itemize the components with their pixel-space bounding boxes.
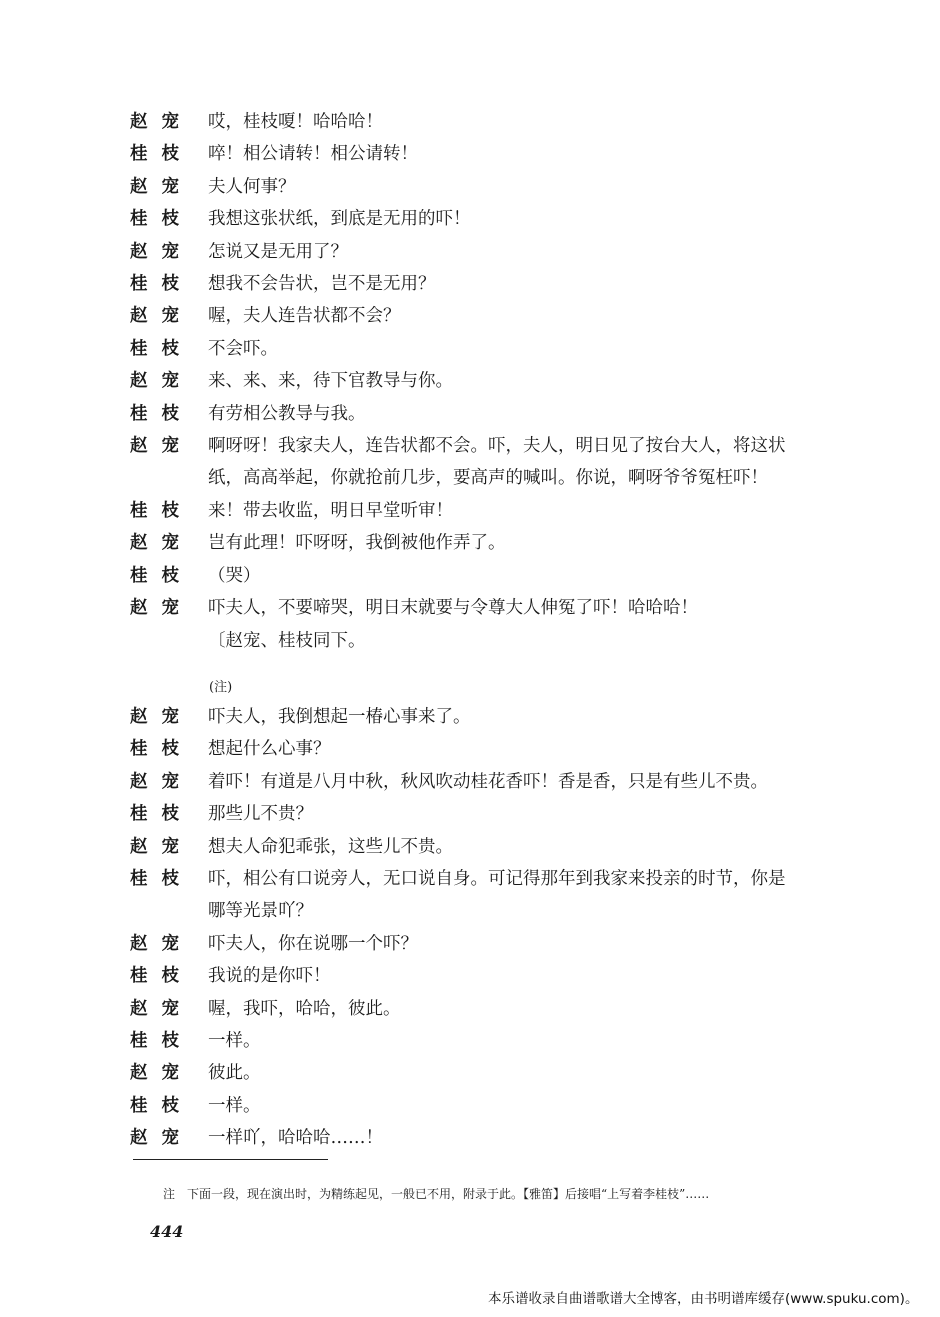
dialogue-line (130, 831, 850, 863)
speaker-name: 桂枝 (130, 500, 193, 521)
dialogue-line (130, 527, 850, 559)
speaker-name: 桂枝 (130, 209, 193, 230)
speaker-name: 赵宠 (130, 176, 193, 197)
dialogue-line (130, 430, 850, 462)
speaker-name: 赵宠 (130, 1128, 193, 1149)
dialogue-text: 想夫人命犯乖张，这些儿不贵。 (208, 836, 453, 857)
speaker-name: 赵宠 (130, 436, 193, 457)
dialogue-text: 岂有此理！吓呀呀，我倒被他作弄了。 (208, 533, 506, 554)
dialogue-line (130, 798, 850, 830)
speaker-name: 赵宠 (130, 598, 193, 619)
dialogue-block-2 (130, 701, 850, 1155)
dialogue-text: 喔，我吓，哈哈，彼此。 (208, 998, 401, 1019)
speaker-name: 桂枝 (130, 966, 193, 987)
speaker-name: 桂枝 (130, 1031, 193, 1052)
dialogue-line (130, 203, 850, 235)
dialogue-line (130, 462, 850, 494)
note-marker: (注) (209, 680, 233, 695)
dialogue-line (130, 928, 850, 960)
dialogue-text: 夫人何事？ (208, 176, 296, 197)
dialogue-line (130, 863, 850, 895)
dialogue-text: 不会吓。 (208, 338, 278, 359)
dialogue-text: 我想这张状纸，到底是无用的吓！ (208, 209, 471, 230)
speaker-name: 桂枝 (130, 739, 193, 760)
dialogue-text: 彼此。 (208, 1063, 261, 1084)
speaker-name: 桂枝 (130, 869, 193, 890)
dialogue-text: 喔，夫人连告状都不会？ (208, 306, 401, 327)
dialogue-line (130, 993, 850, 1025)
dialogue-line (130, 398, 850, 430)
speaker-name: 桂枝 (130, 338, 193, 359)
dialogue-text: 吓夫人，你在说哪一个吓？ (208, 933, 418, 954)
dialogue-text: 怎说又是无用了？ (208, 241, 348, 262)
dialogue-text: 我说的是你吓！ (208, 966, 331, 987)
dialogue-line (130, 1122, 850, 1154)
speaker-name: 赵宠 (130, 112, 193, 132)
speaker-name: 赵宠 (130, 933, 193, 954)
dialogue-block-1 (130, 106, 850, 625)
footnote-divider (133, 1159, 328, 1160)
speaker-name: 赵宠 (130, 371, 193, 392)
speaker-name: 赵宠 (130, 306, 193, 327)
dialogue-line (130, 171, 850, 203)
dialogue-line (130, 495, 850, 527)
dialogue-text: 来、来、来，待下官教导与你。 (208, 371, 453, 392)
speaker-name: 桂枝 (130, 274, 193, 295)
speaker-name: 赵宠 (130, 1063, 193, 1084)
dialogue-text: 一样。 (208, 1031, 261, 1052)
speaker-name: 桂枝 (130, 403, 193, 424)
dialogue-text: 啐！相公请转！相公请转！ (208, 144, 418, 165)
dialogue-text: 哎，桂枝嗄！哈哈哈！ (208, 112, 383, 132)
dialogue-line (130, 333, 850, 365)
dialogue-line (130, 268, 850, 300)
dialogue-line (130, 701, 850, 733)
dialogue-line (130, 300, 850, 332)
speaker-name: 赵宠 (130, 998, 193, 1019)
dialogue-text: 啊呀呀！我家夫人，连告状都不会。吓，夫人，明日见了按台大人，将这状 (208, 436, 786, 457)
dialogue-line (130, 733, 850, 765)
dialogue-text: 哪等光景吖？ (208, 901, 313, 922)
dialogue-text: 一样。 (208, 1095, 261, 1116)
dialogue-text: 来！带去收监，明日早堂听审！ (208, 500, 453, 521)
dialogue-line (130, 1090, 850, 1122)
dialogue-text: 纸，高高举起，你就抢前几步，要高声的喊叫。你说，啊呀爷爷冤枉吓！ (208, 468, 768, 489)
dialogue-line (130, 365, 850, 397)
speaker-name: 桂枝 (130, 144, 193, 165)
dialogue-line (130, 960, 850, 992)
dialogue-line (130, 106, 850, 138)
dialogue-text: 有劳相公教导与我。 (208, 403, 366, 424)
dialogue-text: 一样吖，哈哈哈……！ (208, 1128, 383, 1149)
speaker-name: 赵宠 (130, 771, 193, 792)
dialogue-line (130, 592, 850, 624)
dialogue-line (130, 236, 850, 268)
speaker-name: 赵宠 (130, 241, 193, 262)
dialogue-text: 想起什么心事？ (208, 739, 331, 760)
speaker-name: 桂枝 (130, 565, 193, 586)
speaker-name: 桂枝 (130, 1095, 193, 1116)
stage-direction: 〔赵宠、桂枝同下。 (208, 631, 366, 651)
dialogue-line (130, 560, 850, 592)
dialogue-text: 吓夫人，不要啼哭，明日末就要与令尊大人伸冤了吓！哈哈哈！ (208, 598, 698, 619)
dialogue-text: 吓，相公有口说旁人，无口说自身。可记得那年到我家来投亲的时节，你是 (208, 869, 786, 890)
dialogue-line (130, 895, 850, 927)
dialogue-text: 吓夫人，我倒想起一椿心事来了。 (208, 707, 471, 727)
dialogue-text: 那些儿不贵？ (208, 804, 313, 825)
speaker-name: 赵宠 (130, 836, 193, 857)
dialogue-line (130, 1057, 850, 1089)
footnote: 注 下面一段，现在演出时，为精练起见，一般已不用，附录于此。【雅笛】后接唱“上写着李桂枝”…… (163, 1187, 710, 1201)
dialogue-text: 想我不会告状，岂不是无用？ (208, 274, 436, 295)
dialogue-text: （哭） (208, 565, 261, 586)
dialogue-line (130, 1025, 850, 1057)
watermark-text: 本乐谱收录自曲谱歌谱大全博客，由书明谱库缓存(www.spuku.com)。 (488, 1291, 919, 1307)
speaker-name: 桂枝 (130, 804, 193, 825)
dialogue-text: 着吓！有道是八月中秋，秋风吹动桂花香吓！香是香，只是有些儿不贵。 (208, 771, 768, 792)
dialogue-line (130, 766, 850, 798)
speaker-name: 赵宠 (130, 533, 193, 554)
speaker-name: 赵宠 (130, 707, 193, 727)
dialogue-line (130, 138, 850, 170)
page-number: 444 (150, 1222, 184, 1241)
